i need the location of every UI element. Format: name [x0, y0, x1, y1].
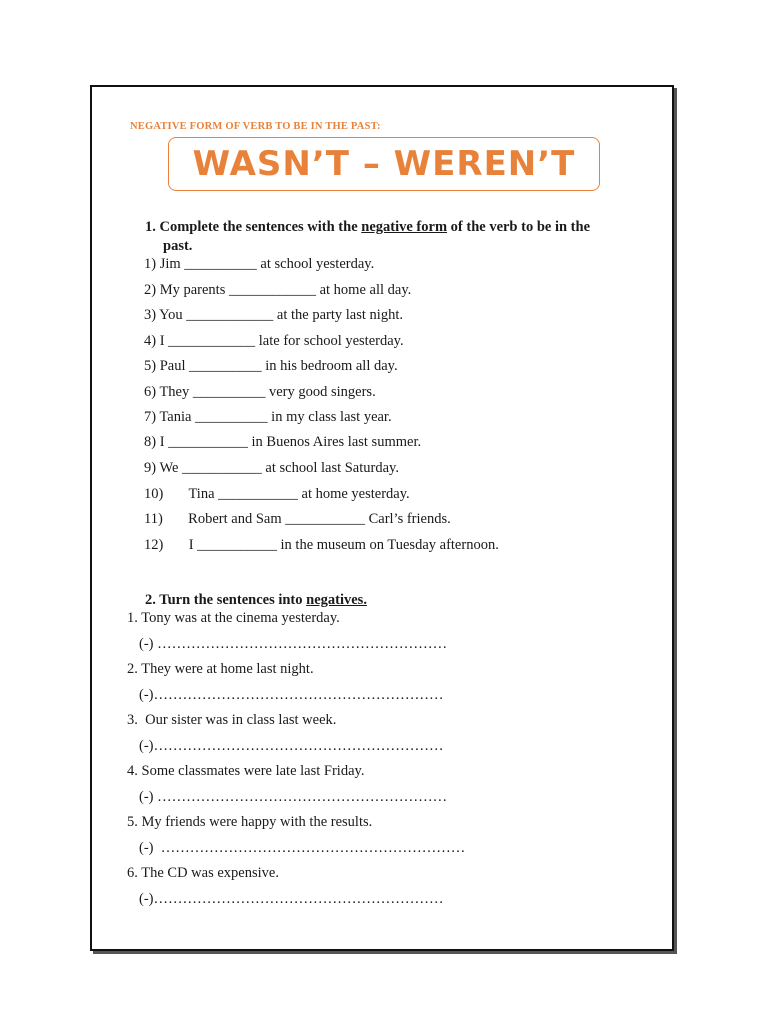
exercise2-answer-line: (-)…………………………………………………… — [139, 738, 444, 754]
exercise2-sentence: 2. They were at home last night. — [127, 661, 314, 677]
exercise2-sentence: 1. Tony was at the cinema yesterday. — [127, 610, 340, 626]
exercise2-answer-line: (-)…………………………………………………… — [139, 891, 444, 907]
exercise1-heading-line2: past. — [163, 238, 193, 254]
exercise1-item: 1) Jim __________ at school yesterday. — [144, 256, 375, 272]
exercise2-answer-line: (-)…………………………………………………… — [139, 687, 444, 703]
exercise1-item: 2) My parents ____________ at home all day. — [144, 282, 412, 298]
exercise2-heading — [145, 591, 367, 610]
exercise2-number: 2. — [145, 592, 156, 608]
exercise1-number: 1. — [145, 219, 156, 235]
exercise2-heading-text: Turn the sentences into — [159, 592, 307, 608]
worksheet-subtitle: NEGATIVE FORM OF VERB TO BE IN THE PAST: — [130, 121, 381, 132]
exercise1-item: 6) They __________ very good singers. — [144, 384, 376, 400]
exercise1-item: 5) Paul __________ in his bedroom all day. — [144, 358, 398, 374]
exercise1-item: 3) You ____________ at the party last night. — [144, 307, 403, 323]
worksheet-title: WASN’T – WEREN’T — [192, 144, 576, 184]
exercise2-answer-line: (-) …………………………………………………… — [139, 789, 448, 805]
exercise2-answer-line: (-) …………………………………………………… — [139, 636, 448, 652]
exercise2-answer-line: (-) ……………………………………………………… — [139, 840, 466, 856]
exercise2-sentence: 3. Our sister was in class last week. — [127, 712, 337, 728]
exercise1-item: 9) We ___________ at school last Saturday. — [144, 460, 399, 476]
exercise2-sentence: 5. My friends were happy with the results. — [127, 814, 373, 830]
worksheet-page — [90, 85, 674, 951]
exercise1-item: 10) Tina ___________ at home yesterday. — [144, 486, 410, 502]
exercise2-sentence: 6. The CD was expensive. — [127, 865, 279, 881]
exercise1-heading-underlined: negative form — [361, 219, 448, 235]
exercise1-item: 4) I ____________ late for school yesterday. — [144, 333, 404, 349]
exercise2-heading-underlined: negatives. — [306, 592, 367, 608]
exercise1-item: 12) I ___________ in the museum on Tuesday afternoon. — [144, 537, 499, 553]
exercise1-item: 11) Robert and Sam ___________ Carl’s friends. — [144, 511, 451, 527]
exercise1-heading-text: Complete the sentences with the — [159, 219, 362, 235]
exercise1-item: 8) I ___________ in Buenos Aires last summer. — [144, 434, 422, 450]
title-box — [168, 137, 600, 191]
exercise2-sentence: 4. Some classmates were late last Friday. — [127, 763, 365, 779]
exercise1-heading — [145, 218, 645, 237]
exercise1-item: 7) Tania __________ in my class last year. — [144, 409, 392, 425]
exercise1-heading-after: of the verb to be in the — [447, 219, 590, 235]
